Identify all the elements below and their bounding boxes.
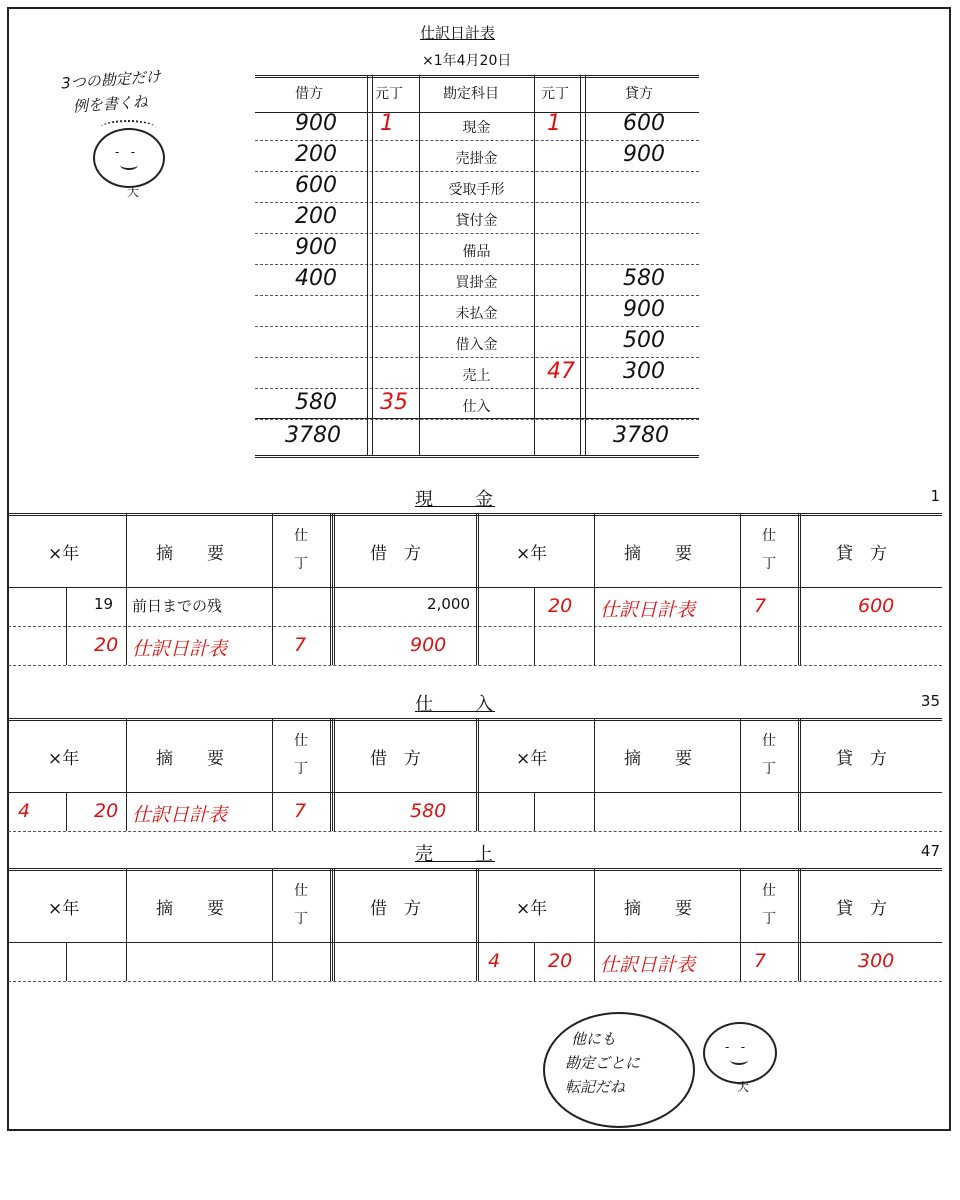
total-debit: 3780: [285, 423, 341, 448]
ledger-col-divider: [330, 868, 331, 981]
ledger-header-ref-bottom: 丁: [294, 911, 308, 927]
ledger-title: 現 金: [415, 489, 495, 510]
ledger-col-divider: [594, 718, 595, 831]
ledger-header-summary: 摘 要: [624, 749, 692, 769]
journal-cell-account: 仕入: [462, 399, 491, 415]
ledger-col-divider-double: [332, 718, 335, 831]
col-divider: [419, 75, 420, 455]
ledger-header-debit: 借 方: [370, 544, 421, 564]
ledger-table: [8, 718, 942, 831]
ledger-cell-l-desc: 仕訳日計表: [132, 638, 228, 660]
header-ref-left: 元丁: [375, 86, 403, 102]
ledger-header-year: ×年: [516, 544, 548, 564]
journal-cell-debit: 200: [295, 204, 337, 229]
journal-cell-ref-right: 1: [547, 111, 561, 136]
header-account: 勘定科目: [443, 86, 499, 102]
face-eyes: - -: [725, 1040, 746, 1054]
ledger-col-divider-double: [798, 513, 801, 665]
ledger-cell-l-ref: 7: [294, 800, 307, 822]
ledger-header-credit: 貸 方: [836, 544, 887, 564]
journal-cell-debit: 400: [295, 266, 337, 291]
ledger-col-divider: [272, 868, 273, 981]
ledger-cell-l-amt: 2,000: [427, 595, 470, 613]
ledger-header-debit: 借 方: [370, 899, 421, 919]
ledger-cell-l-day: 19: [94, 595, 114, 613]
journal-cell-credit: 580: [623, 266, 665, 291]
ledger-col-divider: [330, 718, 331, 831]
col-divider: [367, 75, 368, 455]
ledger-day-divider: [534, 942, 535, 981]
note-bottom-right: [565, 1027, 640, 1099]
ledger-header-ref-top: 仕: [762, 733, 776, 749]
ledger-cell-r-ref: 7: [754, 950, 767, 972]
ledger-cell-r-day: 20: [548, 950, 573, 972]
ledger-center-divider: [476, 868, 479, 981]
ledger-header-summary: 摘 要: [156, 544, 224, 564]
ledger-header-summary: 摘 要: [156, 899, 224, 919]
note-line: 勘定ごとに: [565, 1054, 641, 1072]
ledger-header-ref-bottom: 丁: [762, 761, 776, 777]
ledger-header-credit: 貸 方: [836, 749, 887, 769]
journal-title: 仕訳日計表: [420, 24, 496, 42]
ledger-header-year: ×年: [48, 899, 80, 919]
journal-cell-ref-left: 35: [380, 390, 408, 415]
ledger-title: 仕 入: [415, 694, 495, 715]
note-line: 3つの勘定だけ: [60, 67, 162, 93]
face-mouth: [120, 160, 138, 170]
ledger-center-divider: [476, 513, 479, 665]
ledger-cell-l-desc: 仕訳日計表: [132, 804, 228, 826]
ledger-number: 47: [920, 842, 940, 860]
ledger-header-year: ×年: [516, 899, 548, 919]
ledger-col-divider: [740, 513, 741, 665]
journal-cell-credit: 900: [623, 297, 665, 322]
ledger-row-border: [8, 981, 942, 982]
ledger-top-border: [8, 513, 942, 520]
ledger-cell-l-amt: 900: [410, 634, 447, 656]
ledger-cell-r-desc: 仕訳日計表: [600, 599, 696, 621]
ledger-top-border: [8, 868, 942, 875]
ledger-col-divider: [126, 718, 127, 831]
ledger-header-ref-top: 仕: [294, 883, 308, 899]
face-hair-doodle: [100, 120, 156, 136]
ledger-row-border: [8, 626, 942, 627]
ledger-col-divider: [126, 868, 127, 981]
ledger-header-ref-top: 仕: [294, 528, 308, 544]
ledger-header-ref-top: 仕: [294, 733, 308, 749]
ledger-number: 1: [930, 487, 940, 505]
ledger-cell-l-amt: 580: [410, 800, 447, 822]
ledger-cell-r-day: 20: [548, 595, 573, 617]
journal-cell-account: 買掛金: [455, 275, 498, 291]
header-ref-right: 元丁: [541, 86, 569, 102]
journal-cell-account: 未払金: [455, 306, 498, 322]
note-line: 例を書くね: [72, 92, 149, 116]
ledger-table: [8, 513, 942, 665]
note-line: 他にも: [571, 1030, 617, 1048]
ledger-number: 35: [920, 692, 940, 710]
ledger-col-divider: [272, 718, 273, 831]
face-body: 大: [127, 185, 140, 199]
header-credit: 貸方: [625, 86, 653, 102]
ledger-header-summary: 摘 要: [156, 749, 224, 769]
ledger-col-divider: [594, 513, 595, 665]
journal-cell-debit: 200: [295, 142, 337, 167]
ledger-header-ref-bottom: 丁: [294, 761, 308, 777]
journal-cell-debit: 900: [295, 111, 337, 136]
journal-cell-debit: 600: [295, 173, 337, 198]
journal-cell-account: 貸付金: [455, 213, 498, 229]
ledger-cell-l-day: 20: [94, 800, 119, 822]
ledger-col-divider: [126, 513, 127, 665]
journal-cell-credit: 300: [623, 359, 665, 384]
face-body: 大: [737, 1080, 750, 1094]
ledger-day-divider: [66, 587, 67, 665]
ledger-day-divider: [66, 942, 67, 981]
ledger-header-border: [8, 792, 942, 793]
face-eyes: - -: [115, 145, 136, 159]
col-divider: [585, 75, 586, 455]
ledger-col-divider: [740, 868, 741, 981]
ledger-header-credit: 貸 方: [836, 899, 887, 919]
journal-cell-credit: 600: [623, 111, 665, 136]
ledger-header-year: ×年: [48, 544, 80, 564]
ledger-header-border: [8, 587, 942, 588]
journal-cell-debit: 900: [295, 235, 337, 260]
ledger-day-divider: [66, 792, 67, 831]
header-debit: 借方: [295, 86, 323, 102]
journal-cell-debit: 580: [295, 390, 337, 415]
ledger-header-ref-top: 仕: [762, 528, 776, 544]
col-divider: [372, 75, 373, 455]
face-mouth: [730, 1055, 748, 1065]
journal-cell-account: 借入金: [455, 337, 498, 353]
ledger-cell-l-month: 4: [18, 800, 31, 822]
journal-cell-account: 売上: [462, 368, 491, 384]
ledger-header-summary: 摘 要: [624, 544, 692, 564]
ledger-col-divider: [594, 868, 595, 981]
col-divider: [580, 75, 581, 455]
ledger-row-border: [8, 831, 942, 832]
journal-cell-ref-right: 47: [547, 359, 575, 384]
ledger-cell-l-desc: 前日までの残: [132, 597, 223, 615]
ledger-cell-r-desc: 仕訳日計表: [600, 954, 696, 976]
journal-date: ×1年4月20日: [422, 53, 512, 69]
journal-cell-account: 備品: [462, 244, 491, 260]
ledger-col-divider-double: [332, 513, 335, 665]
ledger-col-divider: [740, 718, 741, 831]
ledger-cell-r-month: 4: [488, 950, 501, 972]
ledger-header-year: ×年: [516, 749, 548, 769]
note-top-left: [60, 65, 163, 120]
col-divider: [534, 75, 535, 455]
ledger-cell-r-amt: 600: [858, 595, 895, 617]
ledger-title: 売 上: [415, 844, 495, 865]
ledger-header-ref-bottom: 丁: [762, 911, 776, 927]
ledger-header-year: ×年: [48, 749, 80, 769]
ledger-col-divider: [330, 513, 331, 665]
journal-cell-credit: 500: [623, 328, 665, 353]
ledger-col-divider-double: [798, 718, 801, 831]
ledger-cell-l-day: 20: [94, 634, 119, 656]
ledger-header-ref-bottom: 丁: [762, 556, 776, 572]
ledger-header-ref-top: 仕: [762, 883, 776, 899]
total-credit: 3780: [613, 423, 669, 448]
ledger-header-border: [8, 942, 942, 943]
ledger-col-divider-double: [332, 868, 335, 981]
ledger-day-divider: [534, 587, 535, 665]
ledger-table: [8, 868, 942, 981]
ledger-center-divider: [476, 718, 479, 831]
ledger-col-divider-double: [798, 868, 801, 981]
note-line: 転記だね: [565, 1078, 626, 1096]
journal-cell-account: 受取手形: [448, 182, 505, 198]
journal-cell-account: 売掛金: [455, 151, 498, 167]
journal-cell-ref-left: 1: [380, 111, 394, 136]
ledger-col-divider: [272, 513, 273, 665]
journal-cell-credit: 900: [623, 142, 665, 167]
ledger-header-debit: 借 方: [370, 749, 421, 769]
ledger-cell-r-amt: 300: [858, 950, 895, 972]
ledger-cell-l-ref: 7: [294, 634, 307, 656]
ledger-top-border: [8, 718, 942, 725]
ledger-cell-r-ref: 7: [754, 595, 767, 617]
ledger-row-border: [8, 665, 942, 666]
ledger-header-summary: 摘 要: [624, 899, 692, 919]
ledger-day-divider: [534, 792, 535, 831]
ledger-header-ref-bottom: 丁: [294, 556, 308, 572]
journal-cell-account: 現金: [462, 120, 491, 136]
